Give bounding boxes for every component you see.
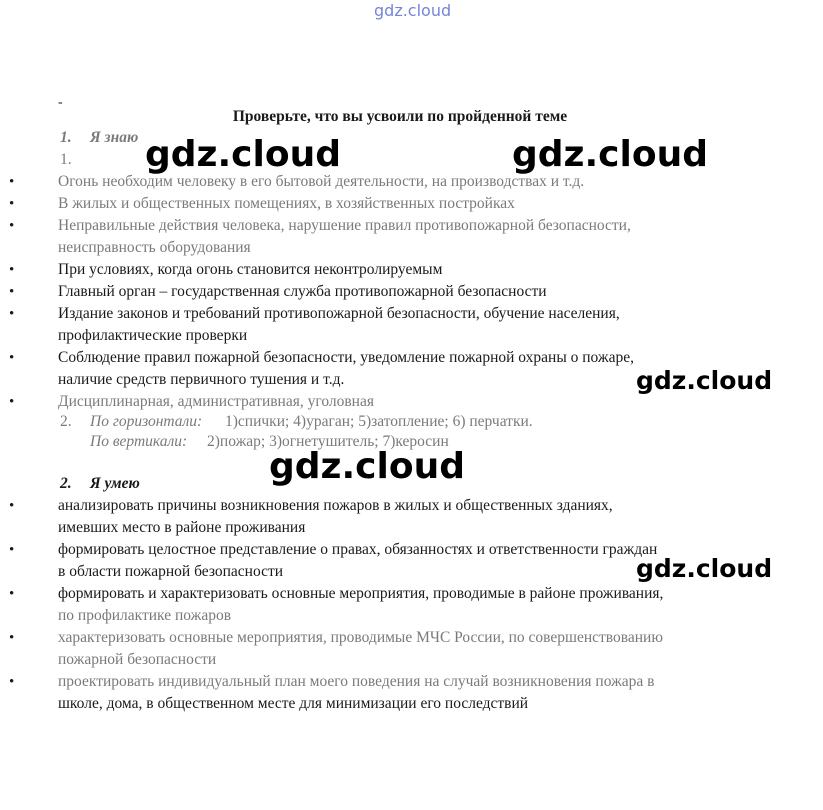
list-item: Огонь необходим человеку в его бытовой деятельности, на производствах и т.д. [58,173,585,190]
list-item-continuation: имевших место в районе проживания [58,519,306,536]
section2-number: 2. [60,475,72,492]
list-item: характеризовать основные мероприятия, проводимые МЧС России, по совершенствованию [58,629,663,646]
watermark: gdz.cloud [269,446,465,487]
list-item: формировать и характеризовать основные мероприятия, проводимые в районе проживания, [58,585,664,602]
list-item: Неправильные действия человека, нарушение правил противопожарной безопасности, [58,217,631,234]
list-item: В жилых и общественных помещениях, в хозяйственных постройках [58,195,515,212]
list-item: Соблюдение правил пожарной безопасности, уведомление пожарной охраны о пожаре, [58,349,634,366]
bullet: • [9,542,15,558]
bullet: • [9,350,15,366]
bullet: • [9,306,15,322]
list-item-continuation: профилактические проверки [58,327,248,344]
list-item: формировать целостное представление о правах, обязанностях и ответственности граждан [58,541,658,558]
crossword-horizontal-label: По горизонтали: [90,413,203,430]
bullet: • [9,284,15,300]
list-item-continuation: по профилактике пожаров [58,607,232,624]
list-item: При условиях, когда огонь становится неконтролируемым [58,261,443,278]
list-item: проектировать индивидуальный план моего поведения на случай возникновения пожара в [58,673,655,690]
list-item: анализировать причины возникновения пожаров в жилых и общественных зданиях, [58,497,613,514]
bullet: • [9,674,15,690]
list-item-continuation: неисправность оборудования [58,239,251,256]
list-item-continuation: школе, дома, в общественном месте для минимизации его последствий [58,695,529,712]
bullet: • [9,586,15,602]
list-item-continuation: пожарной безопасности [58,651,217,668]
watermark: gdz.cloud [636,366,773,395]
list-item-continuation: в области пожарной безопасности [58,563,284,580]
crossword-number: 2. [60,413,72,430]
bullet: • [9,218,15,234]
page-title: Проверьте, что вы усвоили по пройденной теме [232,108,568,125]
watermark: gdz.cloud [512,134,708,175]
watermark: gdz.cloud [636,554,773,583]
section1-sub-number: 1. [60,151,72,168]
bullet: • [9,262,15,278]
bullet: • [9,196,15,212]
bullet: • [9,394,15,410]
dash-mark: - [58,95,63,110]
list-item: Издание законов и требований противопожарной безопасности, обучение населения, [58,305,620,322]
list-item: Главный орган – государственная служба противопожарной безопасности [58,283,547,300]
watermark: gdz.cloud [145,134,341,175]
bullet: • [9,174,15,190]
list-item: Дисциплинарная, административная, уголовная [58,393,374,410]
section2-heading: Я умею [90,475,140,492]
crossword-horizontal-answers: 1)спички; 4)ураган; 5)затопление; 6) перчатки. [225,413,533,430]
crossword-vertical-label: По вертикали: [90,433,188,450]
watermark-top: gdz.cloud [374,1,452,20]
bullet: • [9,498,15,514]
crossword-vertical-answers: 2)пожар; 3)огнетушитель; 7)керосин [207,433,449,450]
section1-number: 1. [60,129,72,146]
list-item-continuation: наличие средств первичного тушения и т.д. [58,371,345,388]
bullet: • [9,630,15,646]
section1-heading: Я знаю [90,129,139,146]
